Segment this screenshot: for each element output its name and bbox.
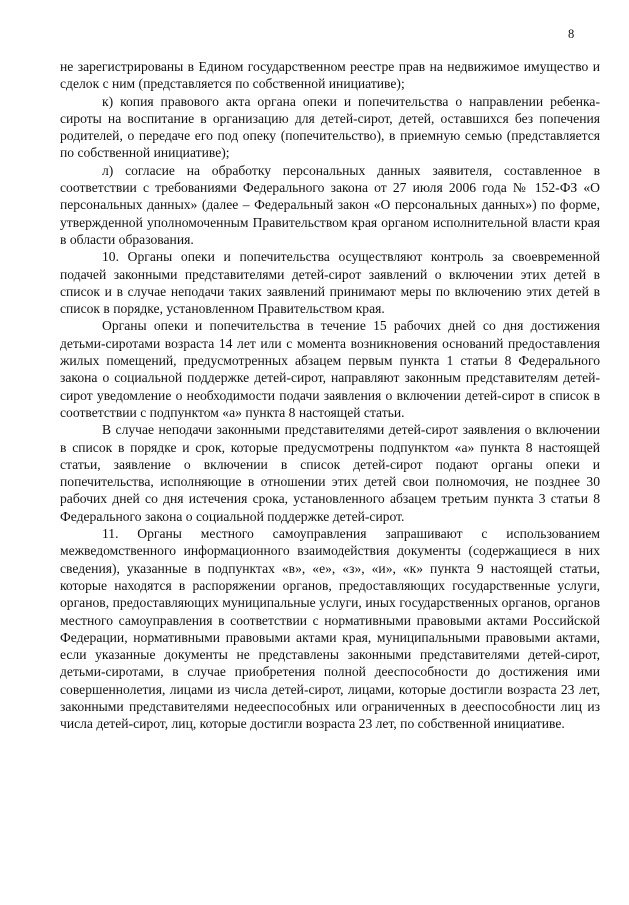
document-body <box>60 58 600 733</box>
paragraph-item-11: 11. Органы местного самоуправления запрашивают с использованием межведомственного информационного взаимодействия документы (содержащиеся в них сведения), указанные в подпунктах «в», «е», «з», «и», «к» пункта 9 настоящей статьи, которые находятся в распоряжении органов, предоставляющих государственные услуги, органов, предоставляющих муниципальные услуги, иных государственных органов, органов местного самоуправления в соответствии с нормативными правовыми актами Российской Федерации, нормативными правовыми актами края, муниципальными правовыми актами, если указанные документы не представлены законными представителями детей-сирот, детьми-сиротами, в случае приобретения полной дееспособности до достижения ими совершеннолетия, лицами из числа детей-сирот, лицами, которые достигли возраста 23 лет, законными представителями недееспособных или ограниченных в дееспособности лиц из числа детей-сирот, лиц, которые достигли возраста 23 лет, по собственной инициативе. <box>60 526 600 732</box>
paragraph-subitem-k: к) копия правового акта органа опеки и попечительства о направлении ребенка-сироты на воспитание в организацию для детей-сирот, детей, оставшихся без попечения родителей, о передаче его под опеку (попечительство), в приемную семью (представляется по собственной инициативе); <box>60 93 600 161</box>
page-number: 8 <box>568 27 575 41</box>
paragraph-subitem-l: л) согласие на обработку персональных данных заявителя, составленное в соответствии с требованиями Федерального закона от 27 июля 2006 года № 152-ФЗ «О персональных данных» (далее – Федеральный закон «О персональных данных») по форме, утвержденной уполномоченным Правительством края органом исполнительной власти края в области образования. <box>60 162 600 247</box>
paragraph-non-submission: В случае неподачи законными представителями детей-сирот заявления о включении в список в порядке и срок, которые предусмотрены подпунктом «а» пункта 8 настоящей статьи, заявление о включении в список детей-сирот подают органы опеки и попечительства, исполняющие в отношении этих детей свои полномочия, не позднее 30 рабочих дней со дня истечения срока, установленного абзацем третьим пункта 3 статьи 8 Федерального закона о социальной поддержке детей-сирот. <box>60 422 600 524</box>
paragraph-item-10: 10. Органы опеки и попечительства осуществляют контроль за своевременной подачей законными представителями детей-сирот заявлений о включении этих детей в список и в случае неподачи таких заявлений принимают меры по включению этих детей в список в порядке, установленном Правительством края. <box>60 249 600 317</box>
paragraph-guardianship-notice: Органы опеки и попечительства в течение 15 рабочих дней со дня достижения детьми-сиротами возраста 14 лет или с момента возникновения оснований предоставления жилых помещений, предусмотренных абзацем первым пункта 1 статьи 8 Федерального закона о социальной поддержке детей-сирот, направляют законным представителям детей-сирот уведомление о необходимости подачи заявления о включении детей-сирот в список в соответствии с подпунктом «а» пункта 8 настоящей статьи. <box>60 318 600 420</box>
paragraph-continued: не зарегистрированы в Едином государственном реестре прав на недвижимое имущество и сделок с ним (представляется по собственной инициативе); <box>60 59 600 92</box>
